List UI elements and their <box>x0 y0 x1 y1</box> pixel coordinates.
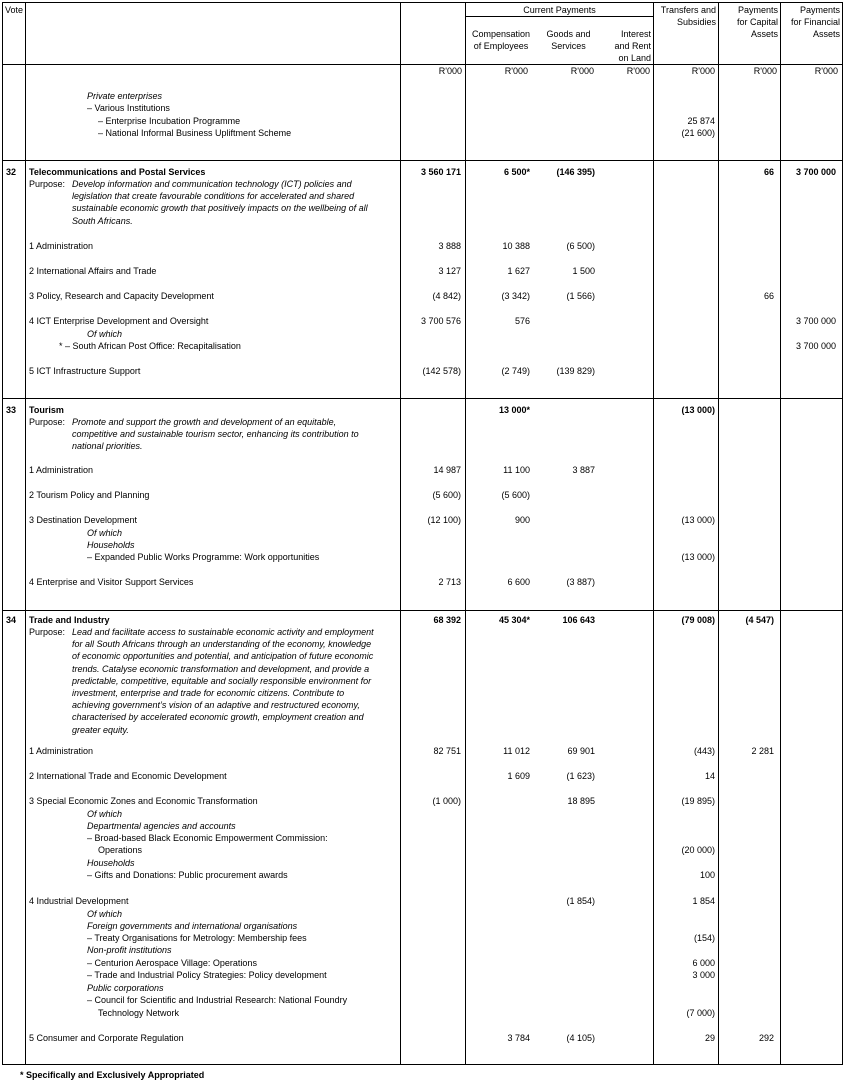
row-label: – Broad-based Black Economic Empowerment Commission: <box>87 833 328 843</box>
unit-label: R'000 <box>438 66 462 76</box>
row-label: 4 Industrial Development <box>29 896 129 906</box>
vote-title: Tourism <box>29 405 64 415</box>
row-label: – Centurion Aerospace Village: Operations <box>87 958 257 968</box>
row-label: – Expanded Public Works Programme: Work opportunities <box>87 552 320 562</box>
purpose-line: for all South Africans through an understanding of the economy, knowledge <box>72 639 372 650</box>
purpose-line: characterised by accelerated economic growth, employment creation and <box>72 712 364 723</box>
amount-comp: (3 342) <box>501 291 530 301</box>
amount-comp: 6 600 <box>507 577 530 587</box>
amount-capital: (4 547) <box>745 615 774 625</box>
amount-financial: 3 700 000 <box>795 341 836 351</box>
amount-goods: (4 105) <box>566 1033 595 1043</box>
column-divider <box>465 2 466 1065</box>
section-divider <box>2 610 843 611</box>
row-label: Of which <box>87 329 123 339</box>
row-label: – National Informal Business Upliftment Scheme <box>98 128 292 138</box>
amount-goods: (6 500) <box>566 241 595 251</box>
row-label: 2 International Trade and Economic Development <box>29 771 227 781</box>
amount-comp: 1 627 <box>507 266 530 276</box>
amount-goods: 69 901 <box>567 746 595 756</box>
row-label: Public corporations <box>87 983 164 993</box>
vote-title: Telecommunications and Postal Services <box>29 167 206 177</box>
amount-total: (142 578) <box>422 366 461 376</box>
amount-transfers: (154) <box>693 933 715 943</box>
amount-transfers: (13 000) <box>681 552 715 562</box>
amount-total: (1 000) <box>432 796 461 806</box>
row-label: Of which <box>87 809 123 819</box>
amount-financial: 3 700 000 <box>795 167 836 177</box>
row-label: – Enterprise Incubation Programme <box>98 116 241 126</box>
amount-goods: (146 395) <box>556 167 595 177</box>
amount-capital: 2 281 <box>751 746 774 756</box>
row-label: Technology Network <box>98 1008 180 1018</box>
column-divider <box>780 2 781 1065</box>
table-border-left <box>2 2 3 1065</box>
amount-goods: 1 500 <box>572 266 595 276</box>
purpose-line: Lead and facilitate access to sustainable economic activity and employment <box>72 627 374 637</box>
amount-goods: (1 854) <box>566 896 595 906</box>
amount-comp: 11 012 <box>503 746 530 756</box>
unit-label: R'000 <box>626 66 650 76</box>
amount-comp: (2 749) <box>501 366 530 376</box>
row-label: Departmental agencies and accounts <box>87 821 236 831</box>
amount-transfers: (21 600) <box>681 128 715 138</box>
column-divider <box>718 2 719 1065</box>
purpose-line: investment, enterprise and trade for economic citizens. Contribute to <box>72 688 345 699</box>
row-label: 5 Consumer and Corporate Regulation <box>29 1033 184 1043</box>
row-label: 3 Policy, Research and Capacity Development <box>29 291 214 301</box>
purpose-line: trends. Catalyse economic transformation and development, and provide a <box>72 663 370 674</box>
row-label: 4 Enterprise and Visitor Support Services <box>29 577 194 587</box>
amount-goods: (139 829) <box>556 366 595 376</box>
amount-total: 3 560 171 <box>420 167 461 177</box>
row-label: Non-profit institutions <box>87 945 172 955</box>
purpose-line: competitive and sustainable tourism sector, enhancing its contribution to <box>72 429 359 440</box>
financial-assets-header: Payments for Financial Assets <box>790 5 840 39</box>
amount-goods: (1 566) <box>566 291 595 301</box>
column-divider <box>400 2 401 1065</box>
amount-comp: 13 000* <box>498 405 530 415</box>
row-label: – Treaty Organisations for Metrology: Membership fees <box>87 933 307 943</box>
amount-goods: (1 623) <box>566 771 595 781</box>
amount-goods: (3 887) <box>566 577 595 587</box>
amount-comp: 45 304* <box>498 615 530 625</box>
unit-label: R'000 <box>814 66 838 76</box>
row-label: Of which <box>87 909 123 919</box>
row-label: 1 Administration <box>29 746 94 756</box>
amount-capital: 66 <box>763 291 774 301</box>
capital-assets-header: Payments for Capital Assets <box>736 5 778 39</box>
vote-number: 34 <box>6 615 17 625</box>
column-divider <box>25 2 26 1065</box>
purpose-label: Purpose: <box>29 627 66 637</box>
vote-title: Trade and Industry <box>29 615 110 625</box>
row-label: – Trade and Industrial Policy Strategies: Policy development <box>87 970 327 980</box>
row-label: Households <box>87 540 135 550</box>
amount-transfers: (13 000) <box>681 405 715 415</box>
vote-header: Vote <box>5 5 24 15</box>
amount-total: 2 713 <box>438 577 461 587</box>
amount-transfers: (20 000) <box>681 845 715 855</box>
unit-label: R'000 <box>691 66 715 76</box>
amount-comp: 1 609 <box>507 771 530 781</box>
amount-comp: (5 600) <box>501 490 530 500</box>
amount-comp: 576 <box>514 316 530 326</box>
table-bottom-border <box>2 1064 843 1065</box>
amount-comp: 10 388 <box>502 241 530 251</box>
amount-comp: 11 100 <box>503 465 530 475</box>
row-label: – Various Institutions <box>87 103 170 113</box>
unit-label: R'000 <box>504 66 528 76</box>
row-label: * – South African Post Office: Recapitalisation <box>59 341 241 351</box>
amount-transfers: (79 008) <box>681 615 715 625</box>
purpose-line: achieving government’s vision of an adaptive and restructured economy, <box>72 700 360 711</box>
column-divider <box>653 2 654 1065</box>
purpose-line: legislation that create favourable conditions for accelerated and shared <box>72 191 355 202</box>
amount-total: 3 700 576 <box>420 316 461 326</box>
purpose-line: sustainable economic growth that positively impacts on the wellbeing of all <box>72 203 368 214</box>
table-border-right <box>842 2 843 1065</box>
row-label: 2 Tourism Policy and Planning <box>29 490 150 500</box>
compensation-header: Compensation of Employees <box>471 29 531 51</box>
amount-transfers: (13 000) <box>681 515 715 525</box>
amount-transfers: 25 874 <box>687 116 715 126</box>
row-label: 5 ICT Infrastructure Support <box>29 366 141 376</box>
amount-total: (4 842) <box>432 291 461 301</box>
amount-transfers: (7 000) <box>686 1008 715 1018</box>
amount-goods: 3 887 <box>572 465 595 475</box>
vote-number: 33 <box>6 405 17 415</box>
row-label: 1 Administration <box>29 465 94 475</box>
amount-transfers: 29 <box>704 1033 715 1043</box>
purpose-line: Promote and support the growth and development of an equitable, <box>72 417 337 427</box>
row-label: Of which <box>87 528 123 538</box>
amount-financial: 3 700 000 <box>795 316 836 326</box>
amount-comp: 6 500* <box>503 167 530 177</box>
row-label: 1 Administration <box>29 241 94 251</box>
current-payments-underline <box>466 16 653 17</box>
row-label: 2 International Affairs and Trade <box>29 266 157 276</box>
amount-goods: 18 895 <box>567 796 595 806</box>
row-label: Households <box>87 858 135 868</box>
table-top-border <box>2 2 843 3</box>
amount-total: 68 392 <box>433 615 461 625</box>
header-bottom-border <box>2 64 843 65</box>
amount-transfers: 100 <box>699 870 715 880</box>
amount-comp: 900 <box>514 515 530 525</box>
row-label: 3 Special Economic Zones and Economic Transformation <box>29 796 258 806</box>
row-label: – Council for Scientific and Industrial Research: National Foundry <box>87 995 348 1005</box>
amount-capital: 66 <box>763 167 774 177</box>
amount-transfers: 14 <box>704 771 715 781</box>
unit-label: R'000 <box>570 66 594 76</box>
purpose-label: Purpose: <box>29 179 66 189</box>
section-divider <box>2 398 843 399</box>
transfers-header: Transfers and Subsidies <box>660 5 716 27</box>
amount-transfers: 6 000 <box>692 958 715 968</box>
amount-capital: 292 <box>758 1033 774 1043</box>
amount-comp: 3 784 <box>507 1033 530 1043</box>
row-label: – Gifts and Donations: Public procurement awards <box>87 870 288 880</box>
amount-goods: 106 643 <box>562 615 595 625</box>
amount-transfers: 3 000 <box>692 970 715 980</box>
footnote: * Specifically and Exclusively Appropriated <box>20 1070 205 1080</box>
amount-total: 82 751 <box>433 746 461 756</box>
amount-transfers: (443) <box>693 746 715 756</box>
amount-total: (5 600) <box>432 490 461 500</box>
purpose-line: South Africans. <box>72 215 133 226</box>
amount-total: 3 888 <box>438 241 461 251</box>
unit-label: R'000 <box>753 66 777 76</box>
amount-total: (12 100) <box>427 515 461 525</box>
purpose-line: Develop information and communication technology (ICT) policies and <box>72 179 352 189</box>
goods-services-header: Goods and Services <box>546 29 591 51</box>
row-label: Operations <box>98 845 143 855</box>
amount-transfers: (19 895) <box>681 796 715 806</box>
row-label: 4 ICT Enterprise Development and Oversight <box>29 316 209 326</box>
amount-total: 14 987 <box>433 465 461 475</box>
purpose-text <box>72 416 359 453</box>
purpose-line: greater equity. <box>72 724 129 735</box>
amount-total: 3 127 <box>438 266 461 276</box>
purpose-text <box>72 178 368 227</box>
current-payments-header: Current Payments <box>523 5 596 15</box>
row-label: Foreign governments and international organisations <box>87 921 298 931</box>
vote-number: 32 <box>6 167 17 177</box>
purpose-line: predictable, competitive, equitable and socially responsible environment for <box>72 675 372 686</box>
row-label: Private enterprises <box>87 91 163 101</box>
purpose-line: of economic opportunities and potential, and anticipation of future economic <box>72 651 374 662</box>
purpose-label: Purpose: <box>29 417 66 427</box>
amount-transfers: 1 854 <box>692 896 715 906</box>
row-label: 3 Destination Development <box>29 515 138 525</box>
purpose-line: national priorities. <box>72 441 143 452</box>
interest-rent-header: Interest and Rent on Land <box>614 29 651 63</box>
purpose-text <box>72 626 374 736</box>
section-divider <box>2 160 843 161</box>
